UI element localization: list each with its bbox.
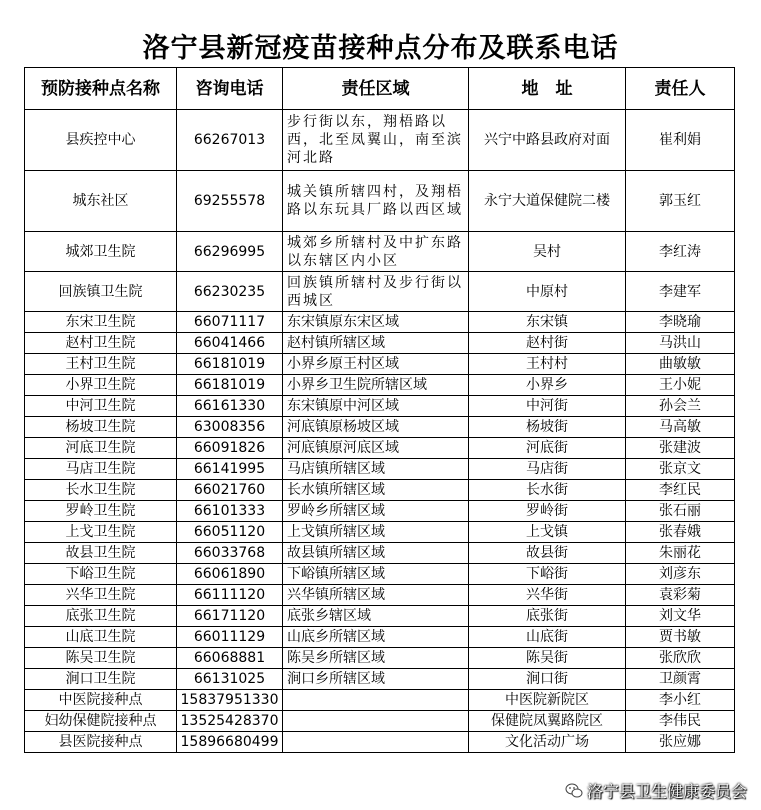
- cell-address: 河底街: [469, 438, 626, 459]
- cell-address: 吴村: [469, 232, 626, 272]
- cell-address: 中医院新院区: [469, 690, 626, 711]
- cell-name: 东宋卫生院: [25, 312, 177, 333]
- cell-area: 东宋镇原东宋区域: [283, 312, 469, 333]
- table-row: [25, 501, 735, 522]
- watermark: [565, 779, 747, 802]
- cell-area: 故县镇所辖区域: [283, 543, 469, 564]
- cell-phone: 66267013: [177, 110, 283, 171]
- cell-address: 保健院凤翼路院区: [469, 711, 626, 732]
- cell-area: 城关镇所辖四村，及翔梧路以东玩具厂路以西区域: [283, 171, 469, 232]
- table-row: [25, 669, 735, 690]
- table-row: [25, 606, 735, 627]
- table-row: [25, 690, 735, 711]
- cell-person: 李晓瑜: [626, 312, 735, 333]
- cell-person: 李伟民: [626, 711, 735, 732]
- table-row: [25, 354, 735, 375]
- cell-name: 城东社区: [25, 171, 177, 232]
- header-phone: 咨询电话: [177, 68, 283, 110]
- cell-phone: 66033768: [177, 543, 283, 564]
- cell-phone: 66296995: [177, 232, 283, 272]
- cell-area: 下峪镇所辖区域: [283, 564, 469, 585]
- cell-address: 永宁大道保健院二楼: [469, 171, 626, 232]
- cell-address: 杨坡街: [469, 417, 626, 438]
- cell-area: 小界乡卫生院所辖区域: [283, 375, 469, 396]
- wechat-icon: [565, 783, 583, 799]
- cell-name: 赵村卫生院: [25, 333, 177, 354]
- cell-area: 城郊乡所辖村及中扩东路以东辖区内小区: [283, 232, 469, 272]
- table-row: [25, 648, 735, 669]
- table-row: [25, 585, 735, 606]
- cell-address: 山底街: [469, 627, 626, 648]
- cell-phone: 66021760: [177, 480, 283, 501]
- cell-phone: 66141995: [177, 459, 283, 480]
- cell-area: 小界乡原王村区域: [283, 354, 469, 375]
- cell-address: 赵村街: [469, 333, 626, 354]
- cell-address: 东宋镇: [469, 312, 626, 333]
- cell-name: 马店卫生院: [25, 459, 177, 480]
- cell-area: 东宋镇原中河区域: [283, 396, 469, 417]
- cell-name: 故县卫生院: [25, 543, 177, 564]
- cell-phone: 66161330: [177, 396, 283, 417]
- cell-phone: 66051120: [177, 522, 283, 543]
- table-row: [25, 417, 735, 438]
- cell-area: [283, 690, 469, 711]
- cell-address: 上戈镇: [469, 522, 626, 543]
- header-row: [25, 68, 735, 110]
- cell-name: 涧口卫生院: [25, 669, 177, 690]
- cell-person: 卫颜霄: [626, 669, 735, 690]
- cell-address: 罗岭街: [469, 501, 626, 522]
- cell-person: 李红涛: [626, 232, 735, 272]
- cell-phone: 15837951330: [177, 690, 283, 711]
- cell-person: 张京文: [626, 459, 735, 480]
- cell-name: 妇幼保健院接种点: [25, 711, 177, 732]
- cell-phone: 66101333: [177, 501, 283, 522]
- cell-area: [283, 711, 469, 732]
- cell-phone: 66230235: [177, 272, 283, 312]
- cell-address: 文化活动广场: [469, 732, 626, 753]
- cell-name: 河底卫生院: [25, 438, 177, 459]
- cell-name: 山底卫生院: [25, 627, 177, 648]
- table-row: [25, 396, 735, 417]
- cell-phone: 15896680499: [177, 732, 283, 753]
- cell-phone: 66111120: [177, 585, 283, 606]
- cell-name: 杨坡卫生院: [25, 417, 177, 438]
- cell-name: 罗岭卫生院: [25, 501, 177, 522]
- cell-phone: 66071117: [177, 312, 283, 333]
- cell-person: 张春娥: [626, 522, 735, 543]
- cell-address: 中河街: [469, 396, 626, 417]
- cell-person: 孙会兰: [626, 396, 735, 417]
- cell-area: 赵村镇所辖区域: [283, 333, 469, 354]
- cell-name: 兴华卫生院: [25, 585, 177, 606]
- cell-phone: 66091826: [177, 438, 283, 459]
- cell-phone: 66181019: [177, 354, 283, 375]
- table-row: [25, 543, 735, 564]
- page-title: 洛宁县新冠疫苗接种点分布及联系电话: [142, 33, 619, 64]
- table-row: [25, 480, 735, 501]
- cell-address: 王村村: [469, 354, 626, 375]
- cell-area: 河底镇原河底区域: [283, 438, 469, 459]
- cell-person: 贾书敏: [626, 627, 735, 648]
- cell-address: 下峪街: [469, 564, 626, 585]
- cell-person: 刘文华: [626, 606, 735, 627]
- cell-area: 步行街以东，翔梧路以西，北至凤翼山，南至滨河北路: [283, 110, 469, 171]
- cell-area: [283, 732, 469, 753]
- cell-phone: 66131025: [177, 669, 283, 690]
- cell-name: 中医院接种点: [25, 690, 177, 711]
- table-row: [25, 171, 735, 232]
- table-row: [25, 272, 735, 312]
- table-row: [25, 564, 735, 585]
- cell-area: 陈吴乡所辖区域: [283, 648, 469, 669]
- cell-address: 小界乡: [469, 375, 626, 396]
- cell-area: 山底乡所辖区域: [283, 627, 469, 648]
- cell-person: 王小妮: [626, 375, 735, 396]
- header-person: 责任人: [626, 68, 735, 110]
- cell-address: 长水街: [469, 480, 626, 501]
- cell-person: 张欣欣: [626, 648, 735, 669]
- cell-phone: 13525428370: [177, 711, 283, 732]
- cell-address: 陈吴街: [469, 648, 626, 669]
- cell-area: 底张乡辖区域: [283, 606, 469, 627]
- cell-person: 张应娜: [626, 732, 735, 753]
- header-area: 责任区域: [283, 68, 469, 110]
- cell-name: 县医院接种点: [25, 732, 177, 753]
- cell-address: 故县街: [469, 543, 626, 564]
- table-row: [25, 732, 735, 753]
- table-row: [25, 522, 735, 543]
- cell-address: 兴华街: [469, 585, 626, 606]
- cell-name: 长水卫生院: [25, 480, 177, 501]
- cell-address: 马店街: [469, 459, 626, 480]
- table-row: [25, 438, 735, 459]
- cell-person: 袁彩菊: [626, 585, 735, 606]
- cell-name: 王村卫生院: [25, 354, 177, 375]
- cell-phone: 66011129: [177, 627, 283, 648]
- cell-name: 回族镇卫生院: [25, 272, 177, 312]
- cell-area: 回族镇所辖村及步行街以西城区: [283, 272, 469, 312]
- cell-person: 朱丽花: [626, 543, 735, 564]
- watermark-text: 洛宁县卫生健康委员会: [586, 782, 747, 801]
- cell-area: 长水镇所辖区域: [283, 480, 469, 501]
- cell-person: 马洪山: [626, 333, 735, 354]
- cell-phone: 63008356: [177, 417, 283, 438]
- cell-name: 陈吴卫生院: [25, 648, 177, 669]
- cell-person: 李建军: [626, 272, 735, 312]
- cell-person: 崔利娟: [626, 110, 735, 171]
- cell-name: 下峪卫生院: [25, 564, 177, 585]
- cell-area: 涧口乡所辖区域: [283, 669, 469, 690]
- cell-name: 底张卫生院: [25, 606, 177, 627]
- cell-person: 张建波: [626, 438, 735, 459]
- cell-area: 河底镇原杨坡区域: [283, 417, 469, 438]
- table-row: [25, 110, 735, 171]
- table-row: [25, 333, 735, 354]
- cell-name: 小界卫生院: [25, 375, 177, 396]
- cell-address: 涧口街: [469, 669, 626, 690]
- cell-person: 马高敏: [626, 417, 735, 438]
- cell-person: 李红民: [626, 480, 735, 501]
- table-row: [25, 232, 735, 272]
- cell-name: 上戈卫生院: [25, 522, 177, 543]
- cell-area: 马店镇所辖区域: [283, 459, 469, 480]
- cell-person: 张石丽: [626, 501, 735, 522]
- cell-area: 上戈镇所辖区域: [283, 522, 469, 543]
- table-row: [25, 711, 735, 732]
- cell-address: 底张街: [469, 606, 626, 627]
- cell-person: 刘彦东: [626, 564, 735, 585]
- cell-phone: 66068881: [177, 648, 283, 669]
- cell-name: 县疾控中心: [25, 110, 177, 171]
- header-name: 预防接种点名称: [25, 68, 177, 110]
- cell-phone: 66171120: [177, 606, 283, 627]
- cell-area: 兴华镇所辖区域: [283, 585, 469, 606]
- table-row: [25, 627, 735, 648]
- table-row: [25, 375, 735, 396]
- cell-phone: 66061890: [177, 564, 283, 585]
- header-address: 地 址: [469, 68, 626, 110]
- cell-person: 李小红: [626, 690, 735, 711]
- table-row: [25, 312, 735, 333]
- cell-name: 中河卫生院: [25, 396, 177, 417]
- vaccination-table: [24, 67, 735, 753]
- cell-area: 罗岭乡所辖区域: [283, 501, 469, 522]
- cell-address: 兴宁中路县政府对面: [469, 110, 626, 171]
- cell-address: 中原村: [469, 272, 626, 312]
- cell-phone: 66041466: [177, 333, 283, 354]
- table-row: [25, 459, 735, 480]
- cell-person: 郭玉红: [626, 171, 735, 232]
- cell-person: 曲敏敏: [626, 354, 735, 375]
- cell-phone: 69255578: [177, 171, 283, 232]
- cell-name: 城郊卫生院: [25, 232, 177, 272]
- cell-phone: 66181019: [177, 375, 283, 396]
